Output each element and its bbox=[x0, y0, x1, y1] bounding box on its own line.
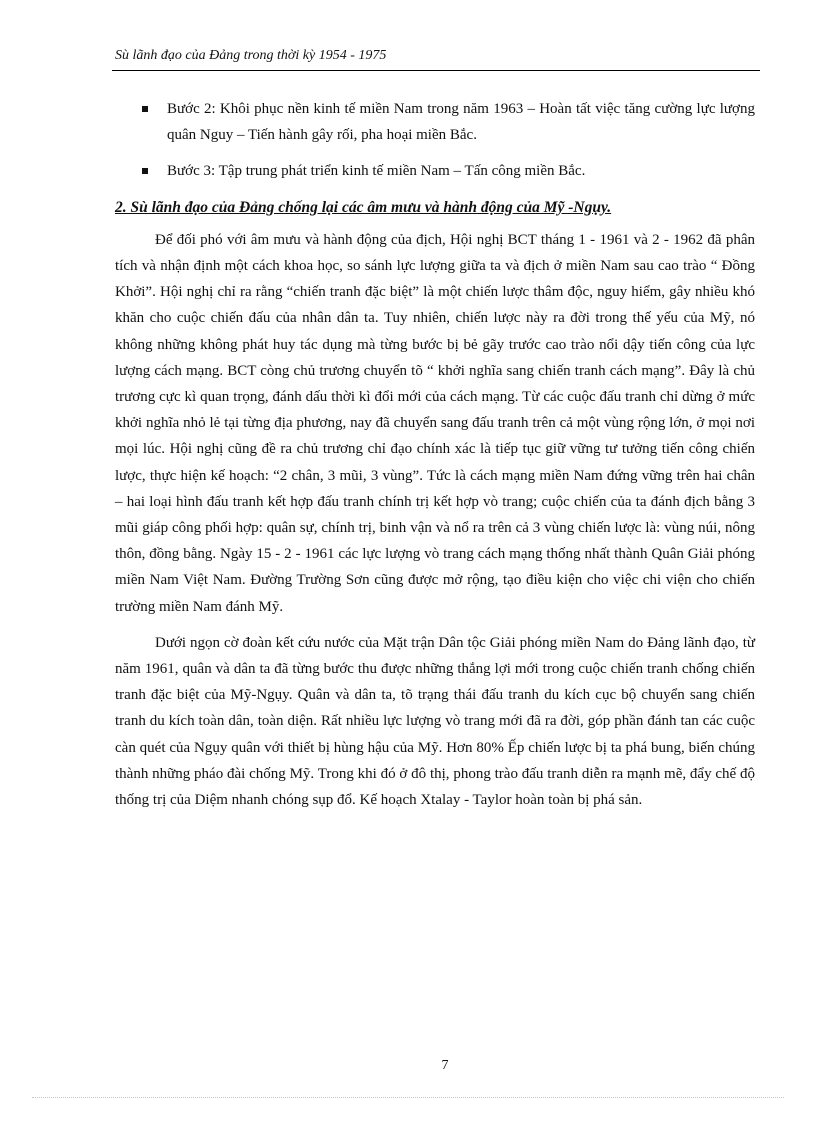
running-header: Sù lãnh đạo của Đảng trong thời kỳ 1954 - 1975 bbox=[115, 48, 387, 63]
square-bullet-icon bbox=[142, 106, 148, 112]
bullet-text: Bước 2: Khôi phục nền kinh tế miền Nam trong năm 1963 – Hoàn tất việc tăng cường lực lượng quân Nguy – Tiến hành gây rối, pha hoại miền Bắc. bbox=[167, 101, 755, 144]
paragraph: Dưới ngọn cờ đoàn kết cứu nước của Mặt trận Dân tộc Giải phóng miền Nam do Đảng lãnh đạo, từ năm 1961, quân và dân ta đã từng bước thu được những thắng lợi mới trong cuộc chiến tranh chống chiến tranh đặc biệt của Mỹ-Ngụy. Quân và dân ta, tõ trạng thái đấu tranh du kích cục bộ chuyển sang chiến tranh du kích toàn dân, toàn diện. Rất nhiều lực lượng vò trang mới đã ra đời, góp phần đánh tan các cuộc càn quét của Ngụy quân với thiết bị hùng hậu của Mỹ. Hơn 80% Ếp chiến lược bị ta phá bung, biến chúng thành những pháo đài chống Mỹ. Trong khi đó ở đô thị, phong trào đấu tranh diễn ra mạnh mẽ, đẩy chế độ thống trị của Diệm nhanh chóng sụp đổ. Kế hoạch Xtalay - Taylor hoàn toàn bị phá sản. bbox=[115, 634, 755, 809]
section-heading: 2. Sù lãnh đạo của Đảng chống lại các âm mưu và hành động của Mỹ -Ngụy. bbox=[115, 198, 612, 216]
square-bullet-icon bbox=[142, 168, 148, 174]
bullet-text: Bước 3: Tập trung phát triển kinh tế miền Nam – Tấn công miền Bắc. bbox=[167, 163, 586, 180]
header-rule bbox=[112, 70, 760, 71]
bullet-list bbox=[115, 96, 755, 185]
page-bottom-border bbox=[32, 1097, 784, 1098]
bullet-item bbox=[115, 158, 755, 184]
page-number: 7 bbox=[441, 1058, 449, 1073]
page-body bbox=[115, 96, 755, 823]
paragraph: Để đối phó với âm mưu và hành động của địch, Hội nghị BCT tháng 1 - 1961 và 2 - 1962 đã phân tích và nhận định một cách khoa học, so sánh lực lượng giữa ta và địch ở miền Nam sau cao trào “ Đồng Khởi”. Hội nghị chỉ ra rằng “chiến tranh đặc biệt” là một chiến lược thâm độc, nguy hiểm, gây nhiều khó khăn cho cuộc chiến đấu của nhân dân ta. Tuy nhiên, chiến lược này ra đời trong thế yếu của Mỹ, nó không những không phát huy tác dụng mà từng bước bị bẻ gãy trước cao trào nổi dậy tiến công của lực lượng cách mạng. BCT còng chủ trương chuyển tõ “ khởi nghĩa sang chiến tranh cách mạng”. Đây là chủ trương cực kì quan trọng, đánh dấu thời kì đổi mới của cách mạng. Từ các cuộc đấu tranh chỉ dừng ở mức khởi nghĩa nhỏ lẻ tại từng địa phương, nay đã chuyển sang đấu tranh trên cả một vùng rộng lớn, ở mọi nơi mọi lúc. Hội nghị cũng đề ra chủ trương chỉ đạo chính xác là tiếp tục giữ vững tư tưởng tiến công chiến lược, thực hiện kế hoạch: “2 chân, 3 mũi, 3 vùng”. Tức là cách mạng miền Nam đứng vững trên hai chân – hai loại hình đấu tranh kết hợp đấu tranh chính trị kết hợp vò trang; cuộc chiến của ta đánh địch bằng 3 mũi giáp công phối hợp: quân sự, chính trị, binh vận và nổ ra trên cả 3 vùng chiến lược là: vùng núi, nông thôn, đồng bằng. Ngày 15 - 2 - 1961 các lực lượng vò trang cách mạng thống nhất thành Quân Giải phóng miền Nam Việt Nam. Đường Trường Sơn cũng được mở rộng, tạo điều kiện cho việc chi viện cho chiến trường miền Nam đánh Mỹ. bbox=[115, 231, 755, 615]
bullet-item bbox=[115, 96, 755, 148]
